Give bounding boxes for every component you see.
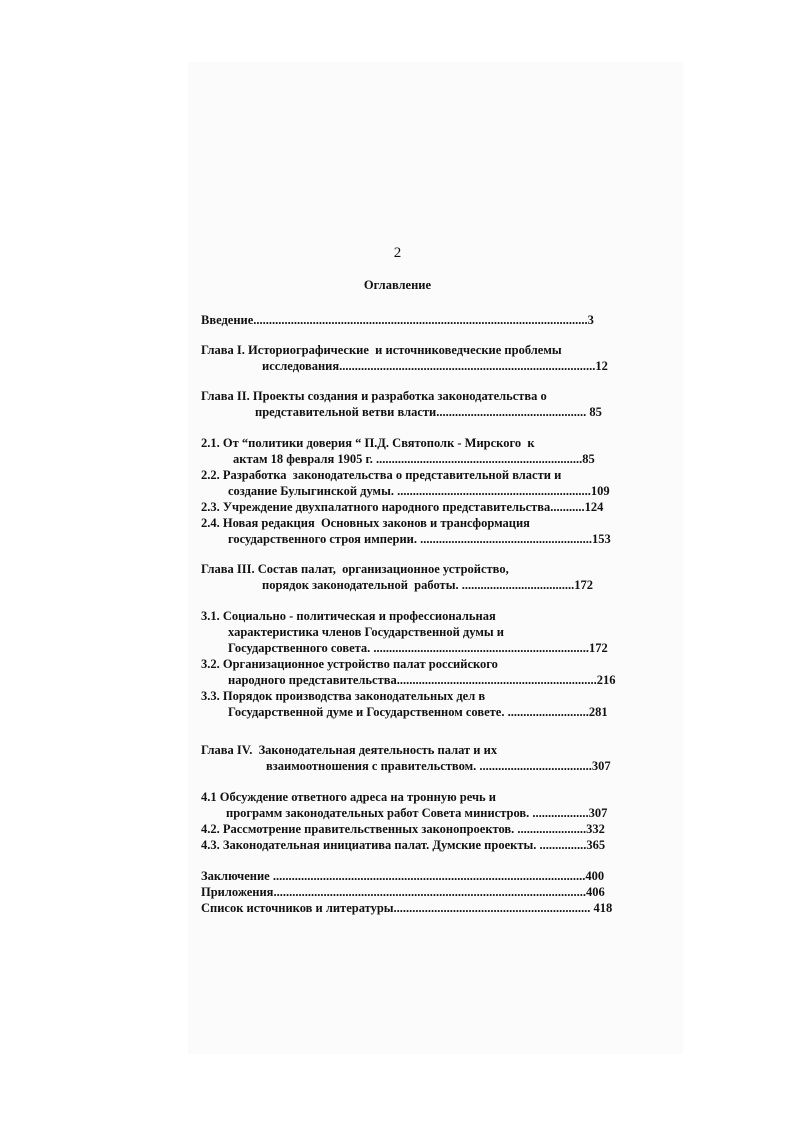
page-number: 2 bbox=[393, 245, 402, 261]
toc-section-2-2-line-2: создание Булыгинской думы. ..............................................................109 bbox=[228, 484, 610, 498]
toc-chapter-1-line-2: исследования..................................................................................12 bbox=[262, 359, 608, 373]
toc-chapter-4-line-1: Глава IV. Законодательная деятельность палат и их bbox=[201, 743, 498, 757]
toc-section-2-1-line-1: 2.1. От “политики доверия “ П.Д. Святополк - Мирского к bbox=[201, 436, 535, 450]
toc-section-2-3: 2.3. Учреждение двухпалатного народного представительства...........124 bbox=[201, 500, 604, 514]
toc-section-4-2: 4.2. Рассмотрение правительственных законопроектов. ......................332 bbox=[201, 822, 605, 836]
toc-chapter-3-line-1: Глава III. Состав палат, организационное устройство, bbox=[201, 562, 509, 576]
toc-entry-introduction: Введение...........................................................................................................3 bbox=[201, 313, 594, 327]
toc-section-3-3-line-1: 3.3. Порядок производства законодательных дел в bbox=[201, 689, 486, 703]
toc-section-2-4-line-1: 2.4. Новая редакция Основных законов и трансформация bbox=[201, 516, 530, 530]
toc-section-3-2-line-1: 3.2. Организационное устройство палат российского bbox=[201, 657, 498, 671]
toc-section-2-1-line-2: актам 18 февраля 1905 г. ..................................................................85 bbox=[233, 452, 595, 466]
toc-section-3-3-line-2: Государственной думе и Государственном совете. ..........................281 bbox=[228, 705, 608, 719]
toc-section-2-2-line-1: 2.2. Разработка законодательства о представительной власти и bbox=[201, 468, 562, 482]
toc-section-4-1-line-1: 4.1 Обсуждение ответного адреса на тронную речь и bbox=[201, 790, 496, 804]
toc-entry-sources: Список источников и литературы............................................................... 418 bbox=[201, 901, 613, 915]
toc-chapter-1-line-1: Глава I. Историографические и источниковедческие проблемы bbox=[201, 343, 562, 357]
toc-title: Оглавление bbox=[363, 278, 432, 292]
toc-section-3-1-line-1: 3.1. Социально - политическая и профессиональная bbox=[201, 609, 496, 623]
toc-section-4-1-line-2: программ законодательных работ Совета министров. ..................307 bbox=[226, 806, 608, 820]
toc-chapter-2-line-2: представительной ветви власти................................................ 85 bbox=[255, 405, 602, 419]
toc-entry-appendices: Приложения....................................................................................................406 bbox=[201, 885, 605, 899]
toc-section-3-1-line-3: Государственного совета. .....................................................................172 bbox=[228, 641, 608, 655]
toc-entry-conclusion: Заключение ....................................................................................................400 bbox=[201, 869, 605, 883]
toc-section-3-2-line-2: народного представительства................................................................216 bbox=[228, 673, 616, 687]
toc-section-2-4-line-2: государственного строя империи. .......................................................153 bbox=[228, 532, 611, 546]
toc-chapter-4-line-2: взаимоотношения с правительством. ....................................307 bbox=[266, 759, 611, 773]
toc-chapter-2-line-1: Глава II. Проекты создания и разработка законодательства о bbox=[201, 389, 547, 403]
toc-section-4-3: 4.3. Законодательная инициатива палат. Думские проекты. ...............365 bbox=[201, 838, 606, 852]
toc-chapter-3-line-2: порядок законодательной работы. ....................................172 bbox=[262, 578, 593, 592]
toc-section-3-1-line-2: характеристика членов Государственной думы и bbox=[228, 625, 504, 639]
